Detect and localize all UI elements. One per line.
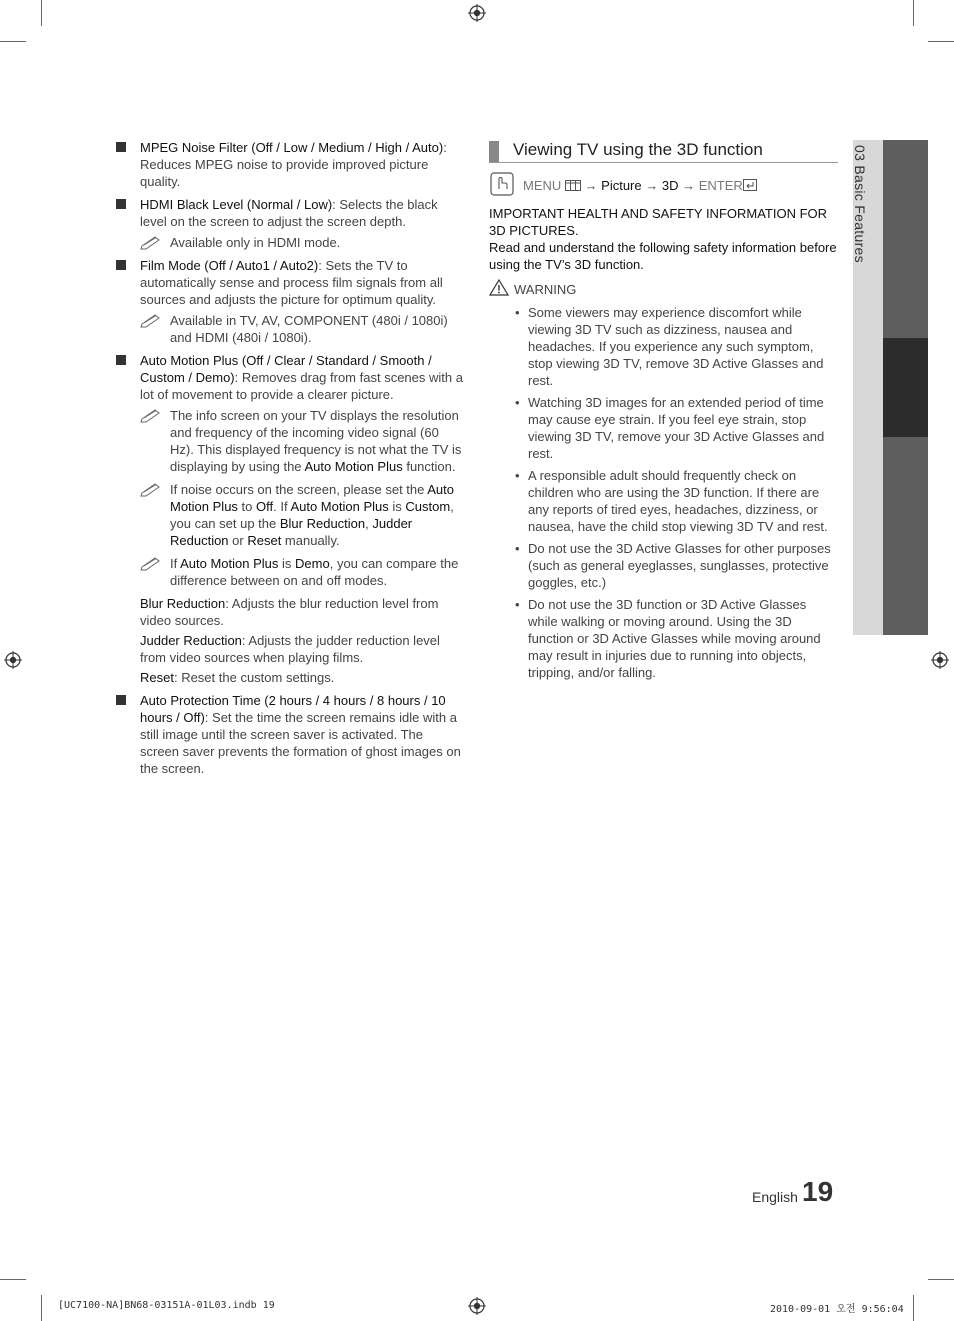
item-title: Auto Motion Plus (Off / Clear / Standard / Smooth / Custom / Demo): [140, 353, 432, 385]
dot-bullet-icon: •: [515, 305, 520, 320]
sub-item: [140, 632, 463, 666]
sub-title: Reset: [140, 670, 174, 685]
sub-item: [140, 595, 463, 629]
square-bullet-icon: [116, 199, 126, 209]
menu-3d: 3D: [661, 178, 679, 193]
pencil-note-icon: [140, 234, 162, 250]
crop-mark: [913, 1295, 914, 1321]
note-text: , you can compare the difference between on and off modes.: [170, 556, 459, 588]
side-tab-active-block: [883, 338, 928, 437]
menu-path: [523, 178, 757, 193]
arrow: →: [645, 178, 659, 193]
pencil-note-icon: [140, 407, 162, 423]
item-title: Film Mode (Off / Auto1 / Auto2): [140, 258, 319, 273]
note-bold: Judder Reduction: [170, 516, 413, 548]
warning-text: Watching 3D images for an extended period of time may cause eye strain. If you feel eye strain, stop viewing 3D TV, remove your 3D Active Glasses and rest.: [528, 395, 825, 461]
square-bullet-icon: [116, 355, 126, 365]
dot-bullet-icon: •: [515, 395, 520, 410]
note: [140, 234, 463, 251]
print-file-info: [UC7100-NA]BN68-03151A-01L03.indb 19: [58, 1300, 275, 1311]
note-bold: Blur Reduction: [279, 516, 366, 531]
item-desc: : Removes drag from fast scenes with a lot of movement to provide a clearer picture.: [140, 370, 463, 402]
note-bold: Off: [256, 499, 274, 514]
remote-hand-icon: [490, 172, 514, 196]
footer-language: English: [752, 1189, 798, 1205]
list-item: [115, 139, 463, 190]
warning-text: Do not use the 3D function or 3D Active Glasses while walking or moving around. Using the 3D function or 3D Active Glasses while moving around may result in injuries due to running into objects, tripping, and/or falling.: [528, 597, 821, 680]
list-item: [489, 540, 839, 591]
warning-list: [489, 304, 839, 681]
square-bullet-icon: [116, 695, 126, 705]
warning-icon: [489, 279, 509, 296]
side-tab-block: [883, 140, 928, 338]
note-text: to: [237, 499, 256, 514]
crop-mark: [41, 1295, 42, 1321]
square-bullet-icon: [116, 260, 126, 270]
important-heading: IMPORTANT HEALTH AND SAFETY INFORMATION FOR 3D PICTURES.: [489, 206, 828, 238]
note-text: or: [228, 533, 248, 548]
list-item: [489, 596, 839, 681]
note-bold: Reset: [247, 533, 282, 548]
note-text: Available only in HDMI mode.: [170, 235, 341, 250]
note-text: . If: [273, 499, 291, 514]
item-desc: : Reduces MPEG noise to provide improved picture quality.: [140, 140, 447, 189]
sub-item: [140, 669, 463, 686]
note-bold: Auto Motion Plus: [170, 482, 455, 514]
side-tab-label: 03 Basic Features: [852, 145, 868, 263]
arrow: →: [682, 178, 696, 193]
registration-mark-icon: [468, 1297, 486, 1315]
sub-desc: : Adjusts the judder reduction level from video sources when playing films.: [140, 633, 440, 665]
crop-mark: [928, 1279, 954, 1280]
enter-icon: [743, 179, 757, 191]
registration-mark-icon: [931, 651, 949, 669]
list-item: [115, 196, 463, 251]
note-text: If: [170, 556, 181, 571]
enter-label: ENTER: [698, 178, 743, 193]
note-text: is: [388, 499, 406, 514]
list-item: [115, 257, 463, 346]
note-text: function.: [402, 459, 456, 474]
list-item-auto-motion-plus: [115, 352, 463, 686]
registration-mark-icon: [468, 4, 486, 22]
square-bullet-icon: [116, 142, 126, 152]
dot-bullet-icon: •: [515, 541, 520, 556]
menu-grid-icon: [565, 180, 581, 191]
crop-mark: [0, 1279, 26, 1280]
sub-title: Blur Reduction: [140, 596, 226, 611]
list-item: [489, 304, 839, 389]
crop-mark: [928, 41, 954, 42]
item-desc: : Sets the TV to automatically sense and process film signals from all sources and adjusts the picture for optimum quality.: [140, 258, 443, 307]
note: [140, 312, 463, 346]
warning-text: A responsible adult should frequently check on children who are using the 3D function. If there are any reports of tired eyes, headaches, dizziness, or nausea, have the child stop viewing 3D TV and rest.: [528, 468, 828, 534]
menu-picture: Picture: [601, 178, 642, 193]
note-bold: Auto Motion Plus: [290, 499, 389, 514]
note-text: If noise occurs on the screen, please set the: [170, 482, 428, 497]
left-column: [115, 139, 463, 783]
page-number: 19: [802, 1176, 834, 1207]
warning-label: WARNING: [514, 282, 577, 297]
note: [140, 481, 463, 549]
note-bold: Demo: [295, 556, 330, 571]
sub-title: Judder Reduction: [140, 633, 242, 648]
note-bold: Auto Motion Plus: [304, 459, 403, 474]
note-text: is: [278, 556, 296, 571]
item-desc: : Selects the black level on the screen to adjust the screen depth.: [140, 197, 438, 229]
item-desc: : Set the time the screen remains idle with a still image until the screen saver is activated. The screen saver prevents the formation of ghost images on the screen.: [140, 710, 461, 776]
warning-text: Do not use the 3D Active Glasses for other purposes (such as general eyeglasses, sunglasses, protective goggles, etc.): [528, 541, 831, 590]
note-text: Available in TV, AV, COMPONENT (480i / 1080i) and HDMI (480i / 1080i).: [170, 313, 448, 345]
sub-desc: : Reset the custom settings.: [173, 670, 335, 685]
note-text: , you can set up the: [170, 499, 454, 531]
section-heading: Viewing TV using the 3D function: [513, 140, 763, 159]
note: [140, 407, 463, 475]
arrow: →: [584, 178, 598, 193]
pencil-note-icon: [140, 481, 162, 497]
note: [140, 555, 463, 589]
side-tab-block: [883, 437, 928, 635]
crop-mark: [0, 41, 26, 42]
note-text: ,: [365, 516, 373, 531]
warning-text: Some viewers may experience discomfort while viewing 3D TV such as dizziness, nausea and headaches. If you experience any such symptom, stop viewing 3D TV, remove 3D Active Glasses and rest.: [528, 305, 824, 388]
note-text: manually.: [281, 533, 340, 548]
heading-divider: [489, 162, 838, 163]
right-column: [489, 205, 839, 686]
list-item: [115, 692, 463, 777]
pencil-note-icon: [140, 312, 162, 328]
list-item: [489, 467, 839, 535]
item-title: MPEG Noise Filter (Off / Low / Medium / High / Auto): [140, 140, 444, 155]
pencil-note-icon: [140, 555, 162, 571]
item-title: HDMI Black Level (Normal / Low): [140, 197, 333, 212]
dot-bullet-icon: •: [515, 597, 520, 612]
dot-bullet-icon: •: [515, 468, 520, 483]
heading-bar: [489, 141, 499, 162]
menu-label: MENU: [523, 178, 562, 193]
note-bold: Auto Motion Plus: [180, 556, 279, 571]
list-item: [489, 394, 839, 462]
print-timestamp: 2010-09-01 오전 9:56:04: [770, 1304, 904, 1315]
note-bold: Custom: [405, 499, 451, 514]
crop-mark: [913, 0, 914, 26]
sub-desc: : Adjusts the blur reduction level from video sources.: [140, 596, 439, 628]
item-title: Auto Protection Time (2 hours / 4 hours / 8 hours / 10 hours / Off): [140, 693, 446, 725]
crop-mark: [41, 0, 42, 26]
important-text: Read and understand the following safety information before using the TV’s 3D function.: [489, 240, 837, 272]
warning-header: [489, 281, 839, 298]
note-text: The info screen on your TV displays the resolution and frequency of the incoming video signal (60 Hz). This displayed frequency is not what the TV is displaying by using the: [170, 408, 462, 474]
registration-mark-icon: [4, 651, 22, 669]
